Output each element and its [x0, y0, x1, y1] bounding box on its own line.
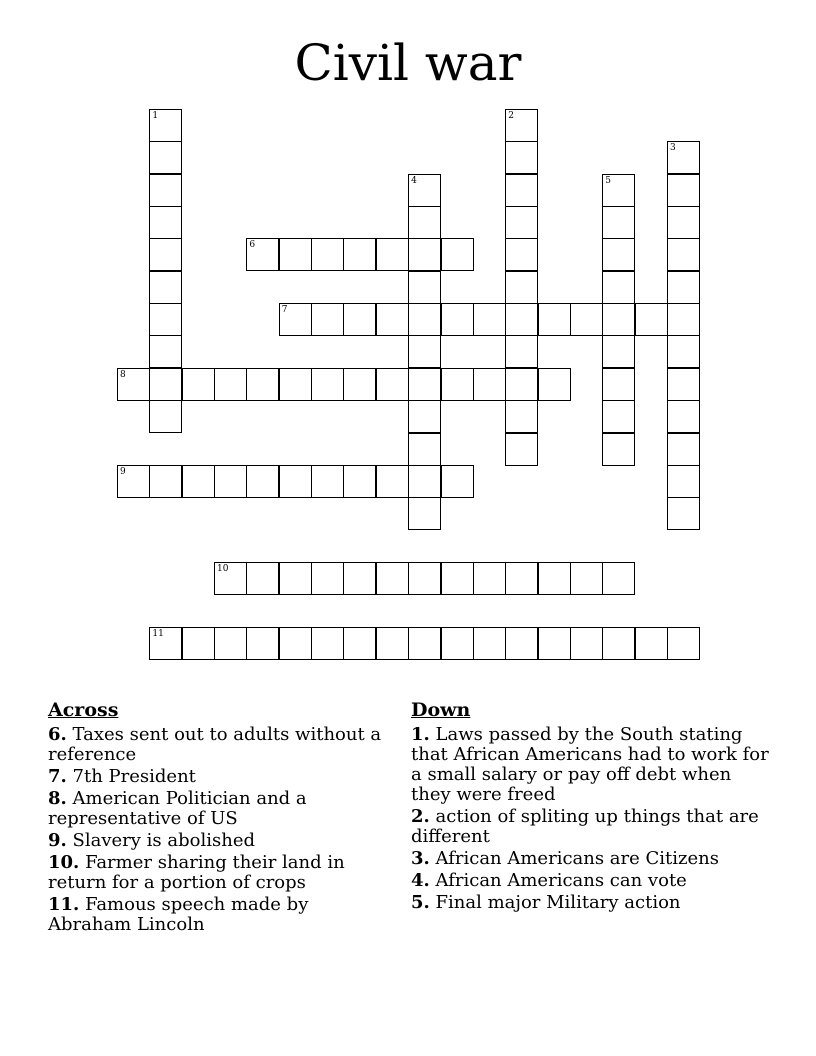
grid-cell[interactable]: [117, 368, 150, 401]
grid-cell[interactable]: [408, 368, 441, 401]
clue-across-8: [48, 789, 394, 829]
clue-text: 7th President: [72, 766, 196, 787]
clue-across-10: [48, 853, 394, 893]
grid-cell[interactable]: [505, 238, 538, 271]
clue-text: Laws passed by the South stating that African Americans had to work for a small salary or pay off debt when they were freed: [411, 724, 769, 805]
grid-cell[interactable]: [182, 627, 215, 660]
grid-cell[interactable]: [343, 238, 376, 271]
clue-number: 5.: [411, 892, 430, 913]
clue-number: 2.: [411, 806, 430, 827]
grid-cell[interactable]: [505, 109, 538, 142]
grid-cell[interactable]: [376, 368, 409, 401]
grid-cell[interactable]: [473, 303, 506, 336]
grid-cell[interactable]: [149, 627, 182, 660]
grid-cell[interactable]: [505, 174, 538, 207]
grid-cell[interactable]: [149, 141, 182, 174]
grid-cell[interactable]: [570, 562, 603, 595]
clue-down-1: [411, 725, 771, 805]
cell-number: 6: [249, 240, 256, 251]
grid-cell[interactable]: [667, 271, 700, 304]
clue-number: 8.: [48, 788, 67, 809]
grid-cell[interactable]: [505, 433, 538, 466]
grid-cell[interactable]: [441, 465, 474, 498]
clue-number: 9.: [48, 830, 67, 851]
grid-cell[interactable]: [667, 238, 700, 271]
grid-cell[interactable]: [149, 109, 182, 142]
grid-cell[interactable]: [505, 303, 538, 336]
grid-cell[interactable]: [408, 497, 441, 530]
clue-text: Slavery is abolished: [72, 830, 255, 851]
grid-cell[interactable]: [441, 627, 474, 660]
grid-cell[interactable]: [667, 433, 700, 466]
grid-cell[interactable]: [408, 562, 441, 595]
grid-cell[interactable]: [667, 174, 700, 207]
grid-cell[interactable]: [667, 368, 700, 401]
grid-cell[interactable]: [214, 562, 247, 595]
down-clues: [411, 700, 771, 915]
grid-cell[interactable]: [505, 335, 538, 368]
grid-cell[interactable]: [635, 303, 668, 336]
clue-text: Farmer sharing their land in return for a portion of crops: [48, 852, 345, 893]
grid-cell[interactable]: [441, 562, 474, 595]
grid-cell[interactable]: [408, 400, 441, 433]
grid-cell[interactable]: [376, 303, 409, 336]
grid-cell[interactable]: [149, 303, 182, 336]
grid-cell[interactable]: [149, 174, 182, 207]
grid-cell[interactable]: [376, 465, 409, 498]
cell-number: 1: [152, 111, 159, 121]
grid-cell[interactable]: [602, 400, 635, 433]
clue-text: Final major Military action: [435, 892, 681, 913]
clue-text: action of spliting up things that are different: [411, 806, 759, 847]
grid-cell[interactable]: [376, 627, 409, 660]
clue-number: 1.: [411, 724, 430, 745]
grid-cell[interactable]: [311, 303, 344, 336]
across-clues: [48, 700, 394, 937]
cell-number: 9: [120, 466, 126, 477]
clue-text: Taxes sent out to adults without a reference: [48, 724, 382, 765]
clue-text: American Politician and a representative of US: [48, 788, 307, 829]
clue-text: African Americans are Citizens: [435, 848, 720, 869]
grid-cell[interactable]: [473, 627, 506, 660]
grid-cell[interactable]: [667, 303, 700, 336]
grid-cell[interactable]: [667, 497, 700, 530]
cell-number: 7: [281, 305, 288, 316]
grid-cell[interactable]: [246, 627, 279, 660]
grid-cell[interactable]: [505, 141, 538, 174]
cell-number: 11: [152, 628, 164, 639]
clue-across-7: [48, 767, 394, 787]
grid-cell[interactable]: [602, 368, 635, 401]
grid-cell[interactable]: [538, 627, 571, 660]
grid-cell[interactable]: [441, 303, 474, 336]
grid-cell[interactable]: [538, 368, 571, 401]
grid-cell[interactable]: [149, 368, 182, 401]
clue-across-9: [48, 831, 394, 851]
clue-down-5: [411, 893, 771, 913]
grid-cell[interactable]: [602, 433, 635, 466]
grid-cell[interactable]: [505, 271, 538, 304]
cell-number: 2: [508, 111, 514, 121]
grid-cell[interactable]: [149, 238, 182, 271]
grid-cell[interactable]: [343, 627, 376, 660]
clue-across-6: [48, 725, 394, 765]
puzzle-title: Civil war: [294, 34, 522, 92]
grid-cell[interactable]: [667, 335, 700, 368]
grid-cell[interactable]: [279, 465, 312, 498]
cell-number: 5: [605, 175, 611, 186]
clue-number: 6.: [48, 724, 67, 745]
grid-cell[interactable]: [538, 303, 571, 336]
grid-cell[interactable]: [279, 368, 312, 401]
grid-cell[interactable]: [149, 465, 182, 498]
grid-cell[interactable]: [505, 206, 538, 239]
clue-number: 7.: [48, 766, 67, 787]
grid-cell[interactable]: [602, 238, 635, 271]
grid-cell[interactable]: [602, 335, 635, 368]
clue-text: Famous speech made by Abraham Lincoln: [48, 894, 309, 935]
grid-cell[interactable]: [343, 303, 376, 336]
grid-cell[interactable]: [505, 400, 538, 433]
grid-cell[interactable]: [343, 465, 376, 498]
clue-number: 4.: [411, 870, 430, 891]
grid-cell[interactable]: [408, 238, 441, 271]
grid-cell[interactable]: [441, 238, 474, 271]
grid-cell[interactable]: [279, 238, 312, 271]
grid-cell[interactable]: [570, 303, 603, 336]
grid-cell[interactable]: [376, 238, 409, 271]
grid-cell[interactable]: [149, 206, 182, 239]
grid-cell[interactable]: [149, 271, 182, 304]
grid-cell[interactable]: [505, 627, 538, 660]
grid-cell[interactable]: [602, 627, 635, 660]
down-heading: Down: [411, 699, 471, 721]
clue-number: 10.: [48, 852, 80, 873]
grid-cell[interactable]: [408, 465, 441, 498]
grid-cell[interactable]: [149, 400, 182, 433]
grid-cell[interactable]: [214, 627, 247, 660]
across-heading: Across: [48, 699, 119, 721]
grid-cell[interactable]: [505, 368, 538, 401]
clue-down-3: [411, 849, 771, 869]
grid-cell[interactable]: [343, 562, 376, 595]
grid-cell[interactable]: [667, 400, 700, 433]
clue-down-4: [411, 871, 771, 891]
grid-cell[interactable]: [635, 627, 668, 660]
grid-cell[interactable]: [214, 465, 247, 498]
clue-down-2: [411, 807, 771, 847]
grid-cell[interactable]: [408, 433, 441, 466]
grid-cell[interactable]: [182, 465, 215, 498]
grid-cell[interactable]: [214, 368, 247, 401]
cell-number: 10: [217, 563, 229, 574]
grid-cell[interactable]: [279, 303, 312, 336]
grid-cell[interactable]: [311, 368, 344, 401]
grid-cell[interactable]: [473, 562, 506, 595]
grid-cell[interactable]: [408, 174, 441, 207]
grid-cell[interactable]: [149, 335, 182, 368]
grid-cell[interactable]: [343, 368, 376, 401]
grid-cell[interactable]: [376, 562, 409, 595]
grid-cell[interactable]: [473, 368, 506, 401]
clue-number: 11.: [48, 894, 80, 915]
grid-cell[interactable]: [246, 562, 279, 595]
grid-cell[interactable]: [408, 335, 441, 368]
grid-cell[interactable]: [408, 303, 441, 336]
grid-cell[interactable]: [408, 271, 441, 304]
grid-cell[interactable]: [538, 562, 571, 595]
grid-cell[interactable]: [246, 238, 279, 271]
cell-number: 3: [669, 143, 676, 154]
grid-cell[interactable]: [117, 465, 150, 498]
grid-cell[interactable]: [570, 627, 603, 660]
grid-cell[interactable]: [505, 562, 538, 595]
grid-cell[interactable]: [602, 562, 635, 595]
cell-number: 8: [120, 369, 126, 380]
grid-cell[interactable]: [667, 465, 700, 498]
grid-cell[interactable]: [602, 303, 635, 336]
grid-cell[interactable]: [311, 562, 344, 595]
grid-cell[interactable]: [246, 368, 279, 401]
clue-number: 3.: [411, 848, 430, 869]
clue-across-11: [48, 895, 394, 935]
grid-cell[interactable]: [667, 141, 700, 174]
grid-cell[interactable]: [441, 368, 474, 401]
grid-cell[interactable]: [602, 206, 635, 239]
grid-cell[interactable]: [408, 627, 441, 660]
grid-cell[interactable]: [311, 238, 344, 271]
grid-cell[interactable]: [182, 368, 215, 401]
grid-cell[interactable]: [246, 465, 279, 498]
grid-cell[interactable]: [602, 174, 635, 207]
grid-cell[interactable]: [311, 627, 344, 660]
grid-cell[interactable]: [311, 465, 344, 498]
grid-cell[interactable]: [279, 562, 312, 595]
grid-cell[interactable]: [667, 206, 700, 239]
grid-cell[interactable]: [279, 627, 312, 660]
grid-cell[interactable]: [408, 206, 441, 239]
clue-text: African Americans can vote: [435, 870, 687, 891]
grid-cell[interactable]: [667, 627, 700, 660]
grid-cell[interactable]: [602, 271, 635, 304]
cell-number: 4: [411, 175, 417, 186]
